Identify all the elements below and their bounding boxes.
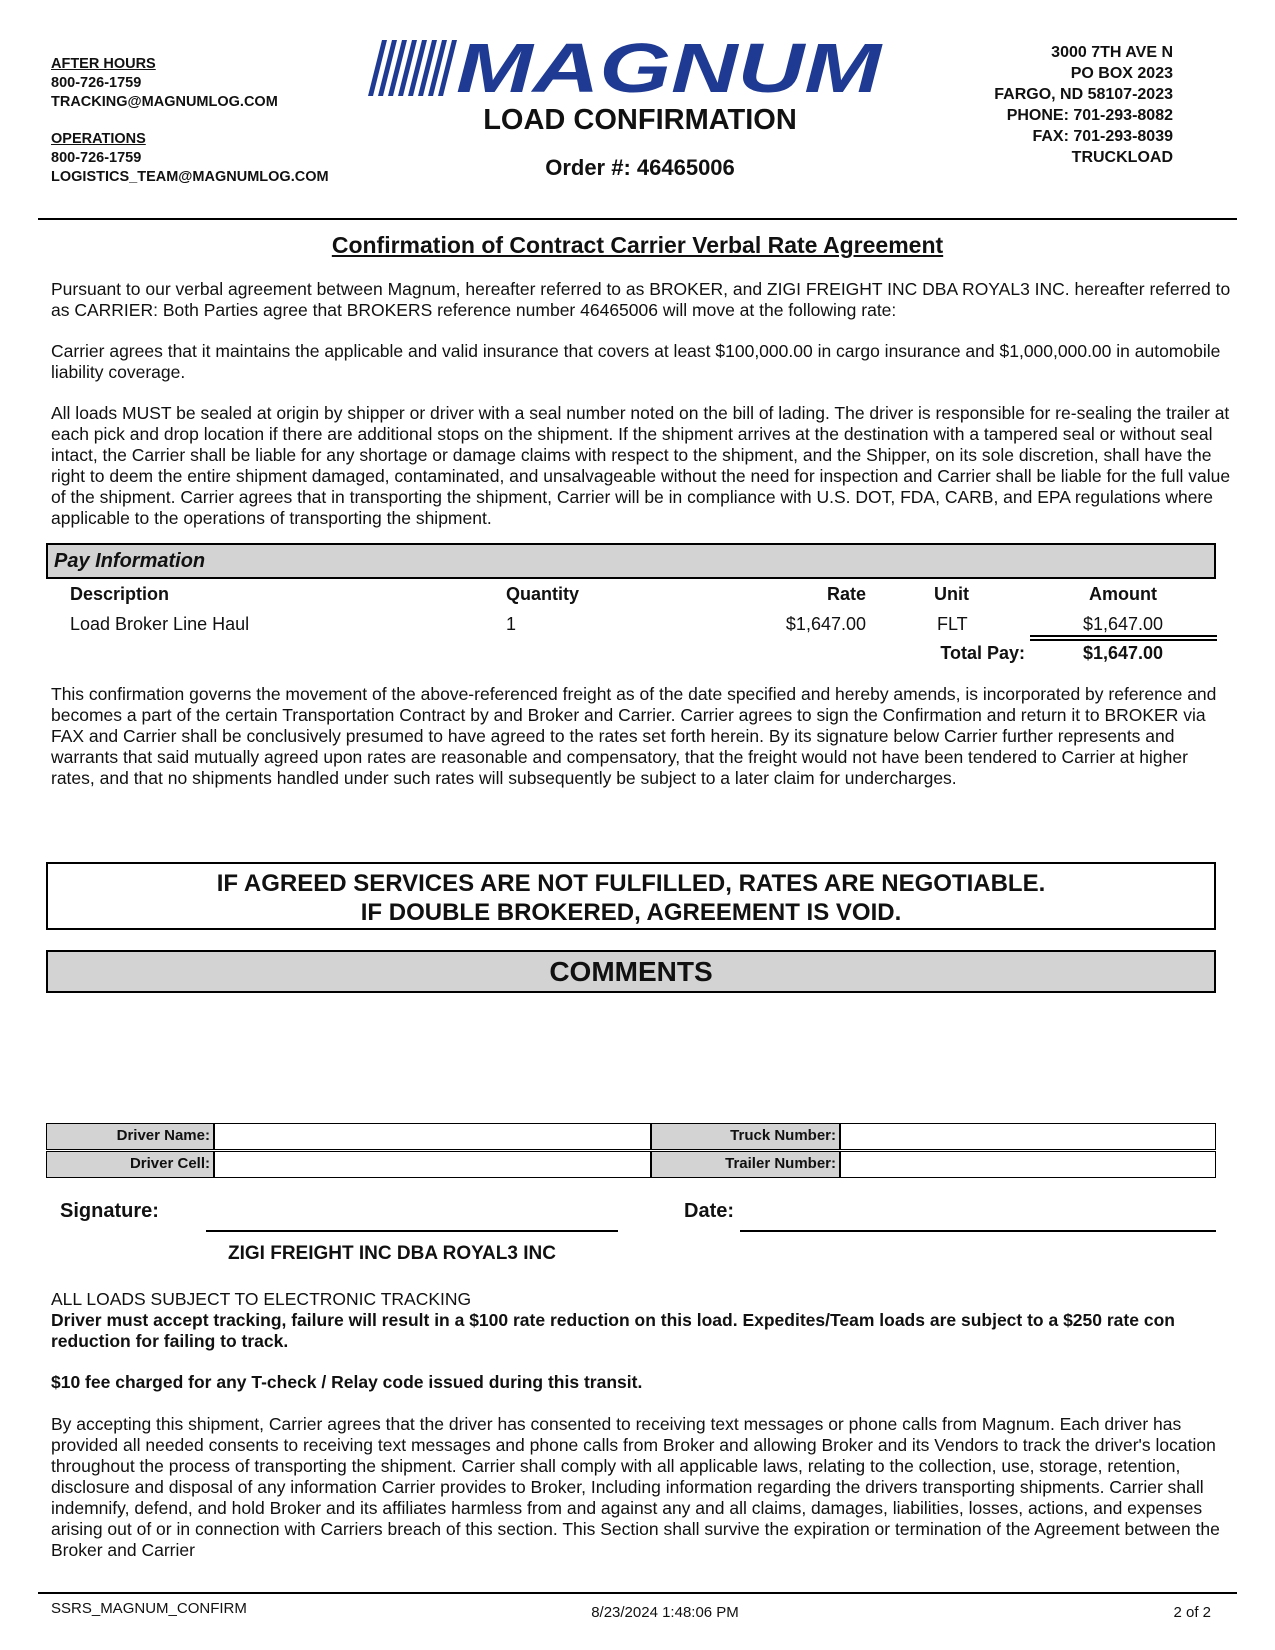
footer-timestamp: 8/23/2024 1:48:06 PM <box>591 1604 739 1621</box>
tracking-para: By accepting this shipment, Carrier agrees that the driver has consented to receiving text messages or phone calls from Magnum. Each driver has provided all needed consents to receiving text messages and phone calls from Broker and allowing Broker and its Vendors to track the driver's location throughout the process of transporting the shipment. Carrier shall comply with all applicable laws, relating to the collection, use, storage, retention, disclosure and disposal of any information Carrier provides to Broker, Including information regarding the drivers transporting shipments. Carrier shall indemnify, defend, and hold Broker and its affiliates harmless from and against any and all claims, damages, liabilities, losses, actions, and expenses arising out of or in connection with Carriers breach of this section. This Section shall survive the expiration or termination of the Agreement between the Broker and Carrier <box>51 1414 1220 1560</box>
footer-divider <box>38 1592 1237 1594</box>
governs-para: This confirmation governs the movement of the above-referenced freight as of the date specified and hereby amends, is incorporated by reference and becomes a part of the certain Transportation Contract by and Broker and Carrier. Carrier agrees to sign the Confirmation and return it to BROKER via FAX and Carrier shall be conclusively presumed to have agreed to the rates set forth herein. By its signature below Carrier further represents and warrants that said mutually agreed upon rates are reasonable and compensatory, that the freight would not have been tendered to Carrier at higher rates, and that no shipments handled under such rates will subsequently be subject to a later claim for undercharges. <box>51 684 1217 788</box>
col-amount: Amount <box>1089 584 1157 604</box>
pay-info-header <box>46 543 1216 579</box>
tcheck-fee: $10 fee charged for any T-check / Relay code issued during this transit. <box>51 1372 643 1392</box>
date-line[interactable] <box>740 1230 1216 1232</box>
total-pay-value: $1,647.00 <box>1082 643 1164 663</box>
operations-block <box>51 130 329 187</box>
after-hours-phone: 800-726-1759 <box>51 75 142 91</box>
total-pay-label: Total Pay: <box>940 643 1025 663</box>
address-fax: FAX: 701-293-8039 <box>1032 128 1173 145</box>
company-address <box>994 42 1173 168</box>
driver-name-label: Driver Name: <box>46 1123 214 1150</box>
driver-name-field[interactable] <box>214 1123 651 1150</box>
col-quantity: Quantity <box>506 584 580 604</box>
address-po-box: PO BOX 2023 <box>1070 65 1173 82</box>
agreement-title: Confirmation of Contract Carrier Verbal Rate Agreement <box>331 232 944 258</box>
tracking-warning: Driver must accept tracking, failure will result in a $100 rate reduction on this load. Expedites/Team loads are subject to a $250 rate con reduction for failing to track. <box>51 1310 1175 1351</box>
operations-phone: 800-726-1759 <box>51 150 142 166</box>
carrier-name: ZIGI FREIGHT INC DBA ROYAL3 INC <box>228 1243 556 1264</box>
col-unit: Unit <box>934 584 969 604</box>
col-rate: Rate <box>826 584 866 604</box>
address-street: 3000 7TH AVE N <box>1051 44 1173 61</box>
signature-label: Signature: <box>60 1200 159 1222</box>
notice-line-1: IF AGREED SERVICES ARE NOT FULFILLED, RATES ARE NEGOTIABLE. <box>216 870 1046 897</box>
logo-text: MAGNUM <box>456 40 884 96</box>
row-quantity: 1 <box>506 614 517 634</box>
operations-label: OPERATIONS <box>51 131 146 147</box>
truck-number-field[interactable] <box>840 1123 1216 1150</box>
trailer-number-field[interactable] <box>840 1151 1216 1178</box>
address-phone: PHONE: 701-293-8082 <box>1006 107 1173 124</box>
row-amount: $1,647.00 <box>1082 614 1164 634</box>
address-mode: TRUCKLOAD <box>1071 149 1173 166</box>
truck-number-label: Truck Number: <box>651 1123 840 1150</box>
trailer-number-label: Trailer Number: <box>651 1151 840 1178</box>
after-hours-email: TRACKING@MAGNUMLOG.COM <box>51 94 278 110</box>
magnum-logo <box>368 40 888 96</box>
order-number: Order #: 46465006 <box>545 155 735 180</box>
footer-report-name: SSRS_MAGNUM_CONFIRM <box>51 1600 247 1617</box>
after-hours-label: AFTER HOURS <box>51 56 156 72</box>
row-rate: $1,647.00 <box>785 614 866 634</box>
total-rule-2 <box>1030 639 1217 641</box>
address-city: FARGO, ND 58107-2023 <box>994 86 1173 103</box>
comments-heading: COMMENTS <box>549 956 713 987</box>
footer-page: 2 of 2 <box>1173 1604 1211 1621</box>
pay-info-heading: Pay Information <box>54 550 206 572</box>
after-hours-block <box>51 55 278 112</box>
operations-email: LOGISTICS_TEAM@MAGNUMLOG.COM <box>51 169 329 185</box>
signature-line[interactable] <box>206 1230 618 1232</box>
header-divider <box>38 218 1237 220</box>
doc-title: LOAD CONFIRMATION <box>483 104 797 136</box>
notice-box <box>46 862 1216 930</box>
agreement-para-1: Pursuant to our verbal agreement between Magnum, hereafter referred to as BROKER, and ZIGI FREIGHT INC DBA ROYAL3 INC. hereafter referred to as CARRIER: Both Parties agree that BROKERS reference number 46465006 will move at the following rate: <box>51 279 1231 320</box>
agreement-para-2: Carrier agrees that it maintains the applicable and valid insurance that covers at least $100,000.00 in cargo insurance and $1,000,000.00 in automobile liability coverage. <box>51 341 1221 382</box>
comments-header <box>46 950 1216 993</box>
total-rule-1 <box>1030 635 1217 637</box>
row-description: Load Broker Line Haul <box>70 614 250 634</box>
col-description: Description <box>70 584 170 604</box>
tracking-line: ALL LOADS SUBJECT TO ELECTRONIC TRACKING <box>51 1289 472 1309</box>
row-unit: FLT <box>937 614 968 634</box>
date-label: Date: <box>684 1200 735 1222</box>
notice-line-2: IF DOUBLE BROKERED, AGREEMENT IS VOID. <box>360 899 902 926</box>
agreement-para-3: All loads MUST be sealed at origin by shipper or driver with a seal number noted on the bill of lading. The driver is responsible for re-sealing the trailer at each pick and drop location if there are additional stops on the shipment. If the shipment arrives at the destination with a tampered seal or without seal intact, the Carrier shall be liable for any shortage or damage claims with respect to the shipment, and the Shipper, on its sole discretion, shall have the right to deem the entire shipment damaged, contaminated, and unsalvageable without the need for inspection and Carrier shall be liable for the full value of the shipment. Carrier agrees that in transporting the shipment, Carrier will be in compliance with U.S. DOT, FDA, CARB, and EPA regulations where applicable to the operations of transporting the shipment. <box>51 403 1231 528</box>
driver-cell-label: Driver Cell: <box>46 1151 214 1178</box>
driver-cell-field[interactable] <box>214 1151 651 1178</box>
